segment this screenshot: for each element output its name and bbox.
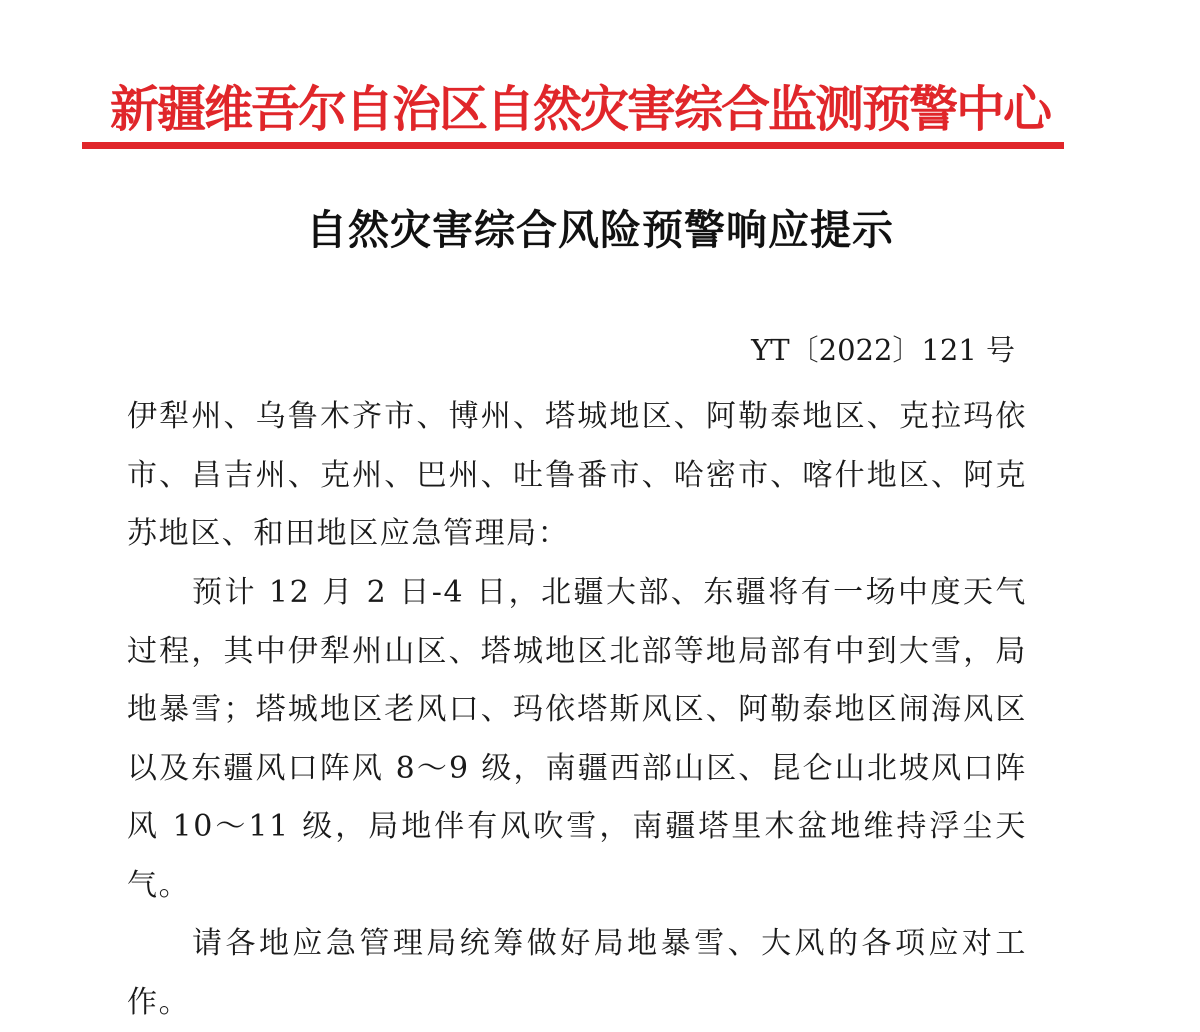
organization-header: 新疆维吾尔自治区自然灾害综合监测预警中心 bbox=[109, 81, 1050, 138]
instruction-paragraph: 请各地应急管理局统筹做好局地暴雪、大风的各项应对工作。 bbox=[127, 926, 1027, 1020]
forecast-paragraph: 预计 12 月 2 日-4 日，北疆大部、东疆将有一场中度天气过程，其中伊犁州山区、塔城地区北部等地局部有中到大雪，局地暴雪；塔城地区老风口、玛依塔斯风区、阿勒泰地区闹海风区以及东疆风口阵风 8～9 级，南疆西部山区、昆仑山北坡风口阵风 10～11 级，局地伴有风吹雪，南疆塔里木盆地维持浮尘天气。 bbox=[127, 575, 1027, 903]
recipients-paragraph: 伊犁州、乌鲁木齐市、博州、塔城地区、阿勒泰地区、克拉玛依市、昌吉州、克州、巴州、吐鲁番市、哈密市、喀什地区、阿克苏地区、和田地区应急管理局： bbox=[127, 399, 1027, 552]
header-red-rule bbox=[82, 142, 1064, 149]
document-title: 自然灾害综合风险预警响应提示 bbox=[306, 206, 894, 254]
document-number: YT〔2022〕121 号 bbox=[751, 333, 1015, 367]
